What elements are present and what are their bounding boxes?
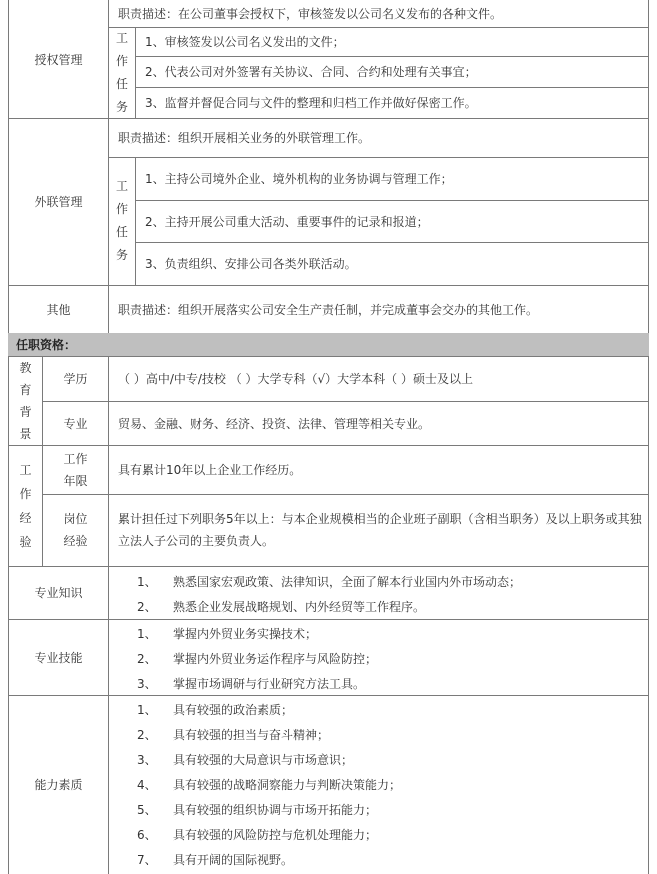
qualification-header: 任职资格： (8, 333, 649, 356)
external-task-label: 工 作 任 务 (115, 179, 128, 262)
list-item: 6、 具有较强的风险防控与危机处理能力； (137, 827, 378, 842)
external-task-1: 1、主持公司境外企业、境外机构的业务协调与管理工作； (145, 172, 453, 186)
list-item: 1、 掌握内外贸业务实操技术； (137, 626, 318, 641)
education-label: 教 育 背 景 (19, 360, 32, 441)
position-experience-label: 岗位 经验 (63, 512, 88, 548)
list-item: 2、 熟悉企业发展战略规划、内外经贸等工作程序。 (137, 599, 426, 614)
divider (108, 566, 109, 874)
authority-task-3: 3、监督并督促合同与文件的整理和归档工作并做好保密工作。 (145, 96, 477, 110)
list-item: 3、 具有较强的大局意识与市场意识； (137, 752, 354, 767)
authority-description: 职责描述：在公司董事会授权下，审核签发以公司名义发布的各种文件。 (118, 7, 503, 21)
list-item: 1、 具有较强的政治素质； (137, 702, 294, 717)
authority-task-2: 2、代表公司对外签署有关协议、合同、合约和处理有关事宜； (145, 65, 477, 79)
list-item: 2、 具有较强的担当与奋斗精神； (137, 727, 330, 742)
external-label: 外联管理 (34, 195, 83, 209)
authority-label: 授权管理 (34, 52, 83, 67)
external-task-2: 2、主持开展公司重大活动、重要事件的记录和报道； (145, 214, 429, 229)
other-description: 职责描述：组织开展落实公司安全生产责任制，并完成董事会交办的其他工作。 (118, 302, 539, 317)
external-description: 职责描述：组织开展相关业务的外联管理工作。 (118, 131, 371, 145)
other-label: 其他 (46, 302, 71, 317)
list-item: 4、 具有较强的战略洞察能力与判断决策能力； (137, 777, 402, 792)
external-task-3: 3、负责组织、安排公司各类外联活动。 (145, 257, 357, 271)
degree-label: 学历 (63, 372, 88, 386)
table-border-right (648, 0, 649, 874)
major-value: 贸易、金融、财务、经济、投资、法律、管理等相关专业。 (118, 416, 431, 431)
list-item: 3、 掌握市场调研与行业研究方法工具。 (137, 676, 366, 691)
experience-label: 工 作 经 验 (19, 462, 32, 549)
major-label: 专业 (63, 416, 88, 431)
degree-value: （ ）高中/中专/技校 （ ）大学专科（√）大学本科（ ）硕士及以上 (118, 372, 473, 386)
knowledge-label: 专业知识 (34, 586, 83, 600)
list-item: 2、 掌握内外贸业务运作程序与风险防控； (137, 651, 378, 666)
list-item: 5、 具有较强的组织协调与市场开拓能力； (137, 802, 378, 817)
authority-task-label: 工 作 任 务 (115, 30, 128, 114)
skills-label: 专业技能 (34, 650, 83, 665)
work-years-value: 具有累计10年以上企业工作经历。 (118, 463, 302, 477)
ability-label: 能力素质 (34, 778, 83, 792)
list-item: 7、 具有开阔的国际视野。 (137, 852, 294, 867)
work-years-label: 工作 年限 (63, 451, 88, 488)
authority-task-1: 1、审核签发以公司名义发出的文件； (145, 35, 345, 49)
list-item: 1、 熟悉国家宏观政策、法律知识，全面了解本行业国内外市场动态； (137, 574, 522, 589)
position-experience-value: 累计担任过下列职务5年以上：与本企业规模相当的企业班子副职（含相当职务）及以上职务或其独立法人子公司的主要负责人。 (118, 512, 642, 548)
